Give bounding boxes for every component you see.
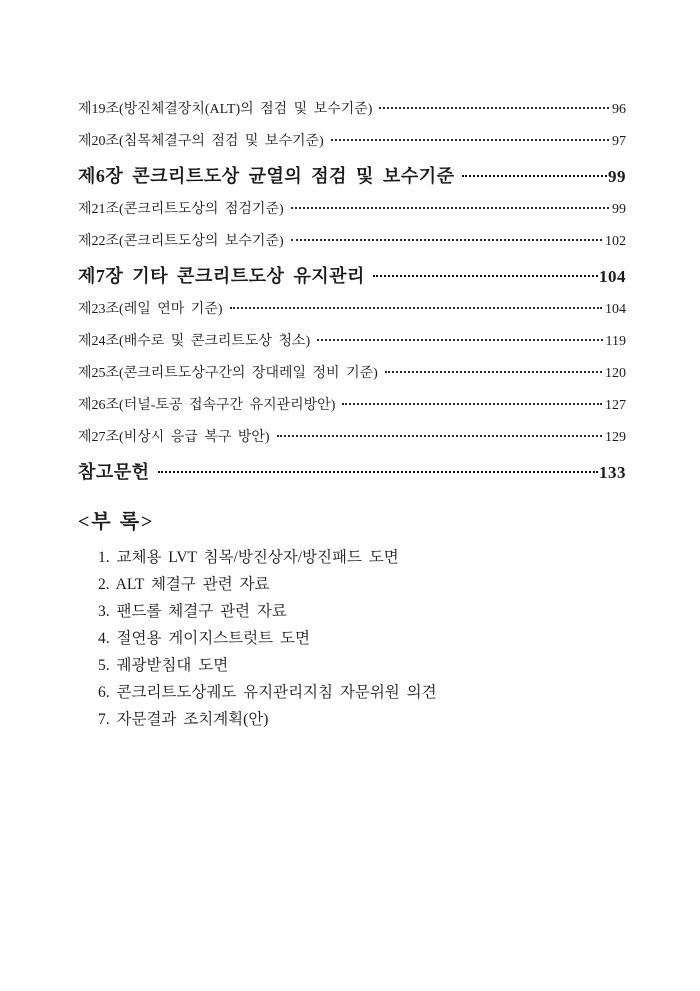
toc-entry (78, 332, 626, 352)
toc-entry (78, 200, 626, 220)
toc-page-number: 96 (612, 102, 626, 117)
dot-leader (158, 471, 598, 473)
toc-page-number: 99 (612, 202, 626, 217)
toc-entry-label: 제6장 콘크리트도상 균열의 점검 및 보수기준 (78, 166, 455, 186)
dot-leader (277, 435, 602, 437)
toc-entry-label: 제22조(콘크리트도상의 보수기준) (78, 234, 284, 249)
appendix-list (78, 544, 626, 733)
appendix-item: 6. 콘크리트도상궤도 유지관리지침 자문위원 의견 (98, 684, 437, 701)
toc-entry-label: 제7장 기타 콘크리트도상 유지관리 (78, 266, 365, 286)
appendix-title: <부 록> (78, 511, 155, 533)
dot-leader (291, 239, 602, 241)
toc-entry (78, 428, 626, 448)
dot-leader (385, 371, 602, 373)
toc-entry-chapter (78, 164, 626, 189)
toc-page-number: 133 (599, 463, 626, 482)
toc-page-number: 102 (605, 234, 626, 249)
dot-leader (379, 107, 609, 109)
dot-leader (462, 175, 607, 177)
toc-entry (78, 364, 626, 384)
toc-page-number: 129 (605, 430, 626, 445)
toc-entry-label: 제24조(배수로 및 콘크리트도상 청소) (78, 334, 311, 349)
dot-leader (230, 307, 602, 309)
toc-page-number: 120 (605, 366, 626, 381)
appendix-item: 7. 자문결과 조치계획(안) (98, 711, 269, 728)
toc-page-number: 119 (605, 334, 626, 349)
toc-page-number: 127 (605, 398, 626, 413)
toc-entry (78, 300, 626, 320)
toc-page-number: 97 (612, 134, 626, 149)
dot-leader (373, 275, 598, 277)
appendix-section (78, 509, 626, 733)
toc-page-number: 99 (608, 167, 626, 186)
toc-entry (78, 100, 626, 120)
toc-entry-label: 제19조(방진체결장치(ALT)의 점검 및 보수기준) (78, 102, 373, 117)
appendix-item: 3. 팬드롤 체결구 관련 자료 (98, 603, 287, 620)
appendix-item: 4. 절연용 게이지스트럿트 도면 (98, 630, 310, 647)
toc-entry-chapter (78, 264, 626, 289)
appendix-item: 1. 교체용 LVT 침목/방진상자/방진패드 도면 (98, 549, 399, 566)
toc-entry-label: 제20조(침목체결구의 점검 및 보수기준) (78, 134, 324, 149)
toc-page-number: 104 (605, 302, 626, 317)
dot-leader (331, 139, 609, 141)
toc-entry-label: 제23조(레일 연마 기준) (78, 302, 223, 317)
appendix-item: 5. 궤광받침대 도면 (98, 657, 229, 674)
toc-page-number: 104 (599, 267, 626, 286)
toc-entry-label: 제26조(터널-토공 접속구간 유지관리방안) (78, 398, 336, 413)
dot-leader (317, 339, 602, 341)
toc-entry-label: 제21조(콘크리트도상의 점검기준) (78, 202, 284, 217)
toc-entry (78, 232, 626, 252)
dot-leader (291, 207, 609, 209)
toc-entry-label: 제27조(비상시 응급 복구 방안) (78, 430, 270, 445)
toc-entry-label: 제25조(콘크리트도상구간의 장대레일 정비 기준) (78, 366, 378, 381)
table-of-contents (78, 100, 626, 485)
toc-entry (78, 396, 626, 416)
dot-leader (342, 403, 602, 405)
toc-entry-references (78, 460, 626, 485)
toc-entry-label: 참고문헌 (78, 462, 150, 482)
appendix-item: 2. ALT 체결구 관련 자료 (98, 576, 270, 593)
toc-entry (78, 132, 626, 152)
